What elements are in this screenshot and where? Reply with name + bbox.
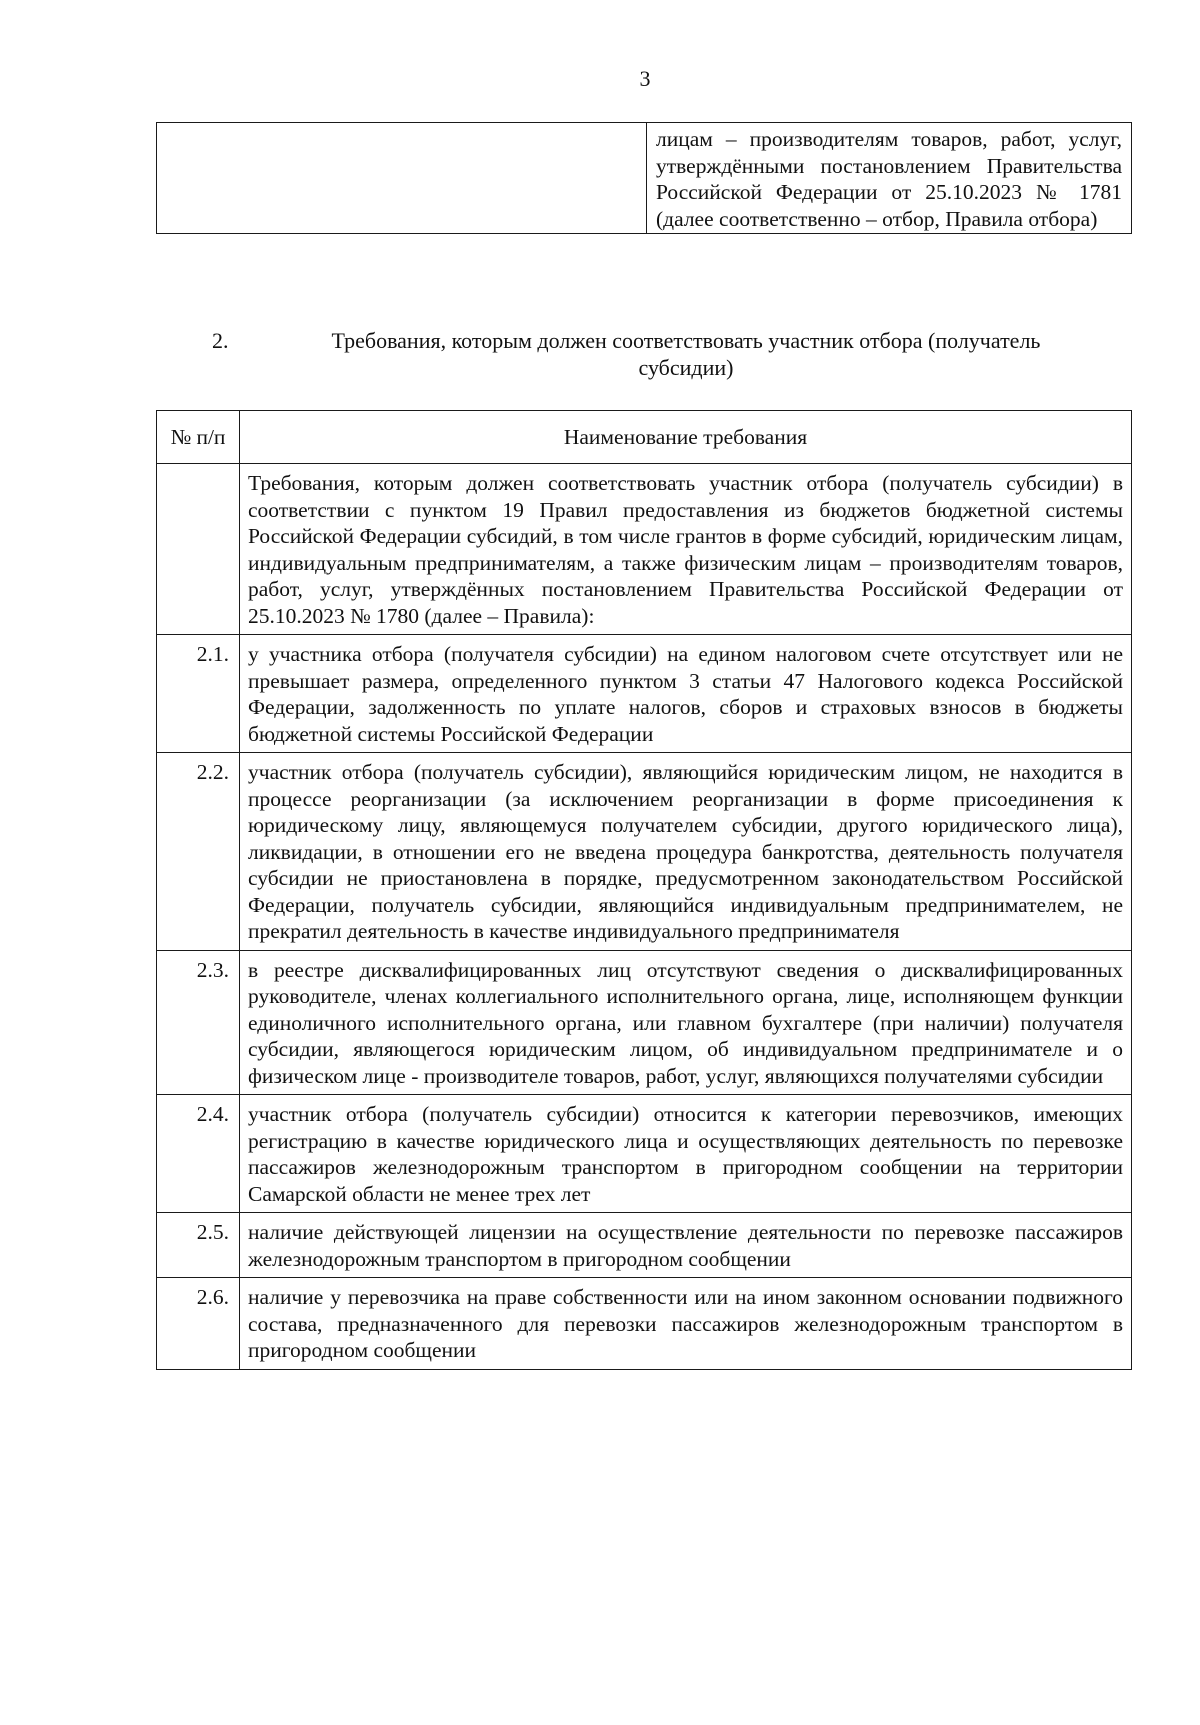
table-row — [157, 753, 1132, 951]
requirement-text: наличие действующей лицензии на осуществление деятельности по перевозке пассажиров железнодорожным транспортом в пригородном сообщении — [240, 1213, 1132, 1278]
header-name: Наименование требования — [240, 411, 1132, 464]
requirement-text: участник отбора (получатель субсидии) относится к категории перевозчиков, имеющих регистрацию в качестве юридического лица и осуществляющих деятельность по перевозке пассажиров железнодорожным транспортом в пригородном сообщении на территории Самарской области не менее трех лет — [240, 1095, 1132, 1213]
continuation-table — [156, 122, 1132, 234]
page-number: 3 — [639, 66, 651, 91]
header-num: № п/п — [157, 411, 240, 464]
table-row — [157, 123, 1132, 234]
row-number: 2.6. — [157, 1278, 240, 1370]
section-title: Требования, которым должен соответствовать участник отбора (получатель субсидии) — [331, 328, 1041, 380]
requirement-text: участник отбора (получатель субсидии), являющийся юридическим лицом, не находится в процессе реорганизации (за исключением реорганизации в форме присоединения к юридическому лицу, являющемуся получателем субсидии, другого юридического лица), ликвидации, в отношении его не введена процедура банкротства, деятельность получателя субсидии не приостановлена в порядке, предусмотренном законодательством Российской Федерации, получатель субсидии, являющийся индивидуальным предпринимателем, не прекратил деятельность в качестве индивидуального предпринимателя — [240, 753, 1132, 951]
row-number: 2.5. — [157, 1213, 240, 1278]
table-row — [157, 635, 1132, 753]
table-row — [157, 1213, 1132, 1278]
intro-text: Требования, которым должен соответствовать участник отбора (получатель субсидии) в соответствии с пунктом 19 Правил предоставления из бюджетов бюджетной системы Российской Федерации субсидий, в том числе грантов в форме субсидий, юридическим лицам, индивидуальным предпринимателям, а также физическим лицам – производителям товаров, работ, услуг, утверждённых постановлением Правительства Российской Федерации от 25.10.2023 № 1780 (далее – Правила): — [240, 464, 1132, 635]
row-number: 2.2. — [157, 753, 240, 951]
table-row — [157, 464, 1132, 635]
row-number: 2.4. — [157, 1095, 240, 1213]
continuation-text: лицам – производителям товаров, работ, услуг, утверждёнными постановлением Правительства Российской Федерации от 25.10.2023 № 1781 (далее соответственно – отбор, Правила отбора) — [647, 123, 1132, 234]
row-num-empty — [157, 464, 240, 635]
section-number: 2. — [212, 328, 229, 353]
requirements-table — [156, 410, 1132, 1370]
row-number: 2.1. — [157, 635, 240, 753]
requirement-text: наличие у перевозчика на праве собственности или на ином законном основании подвижного состава, предназначенного для перевозки пассажиров железнодорожным транспортом в пригородном сообщении — [240, 1278, 1132, 1370]
section-heading — [200, 327, 1090, 381]
requirement-text: у участника отбора (получателя субсидии) на едином налоговом счете отсутствует или не превышает размера, определенного пунктом 3 статьи 47 Налогового кодекса Российской Федерации, задолженность по уплате налогов, сборов и страховых взносов в бюджеты бюджетной системы Российской Федерации — [240, 635, 1132, 753]
requirement-text: в реестре дисквалифицированных лиц отсутствуют сведения о дисквалифицированных руководителе, членах коллегиального исполнительного органа, лице, исполняющем функции единоличного исполнительного органа, или главном бухгалтере (при наличии) получателя субсидии, являющегося юридическим лицом, об индивидуальном предпринимателе и о физическом лице - производителе товаров, работ, услуг, являющихся получателями субсидии — [240, 950, 1132, 1095]
row-number: 2.3. — [157, 950, 240, 1095]
table-row — [157, 1278, 1132, 1370]
header-row — [157, 411, 1132, 464]
empty-cell — [157, 123, 647, 234]
table-row — [157, 1095, 1132, 1213]
table-row — [157, 950, 1132, 1095]
